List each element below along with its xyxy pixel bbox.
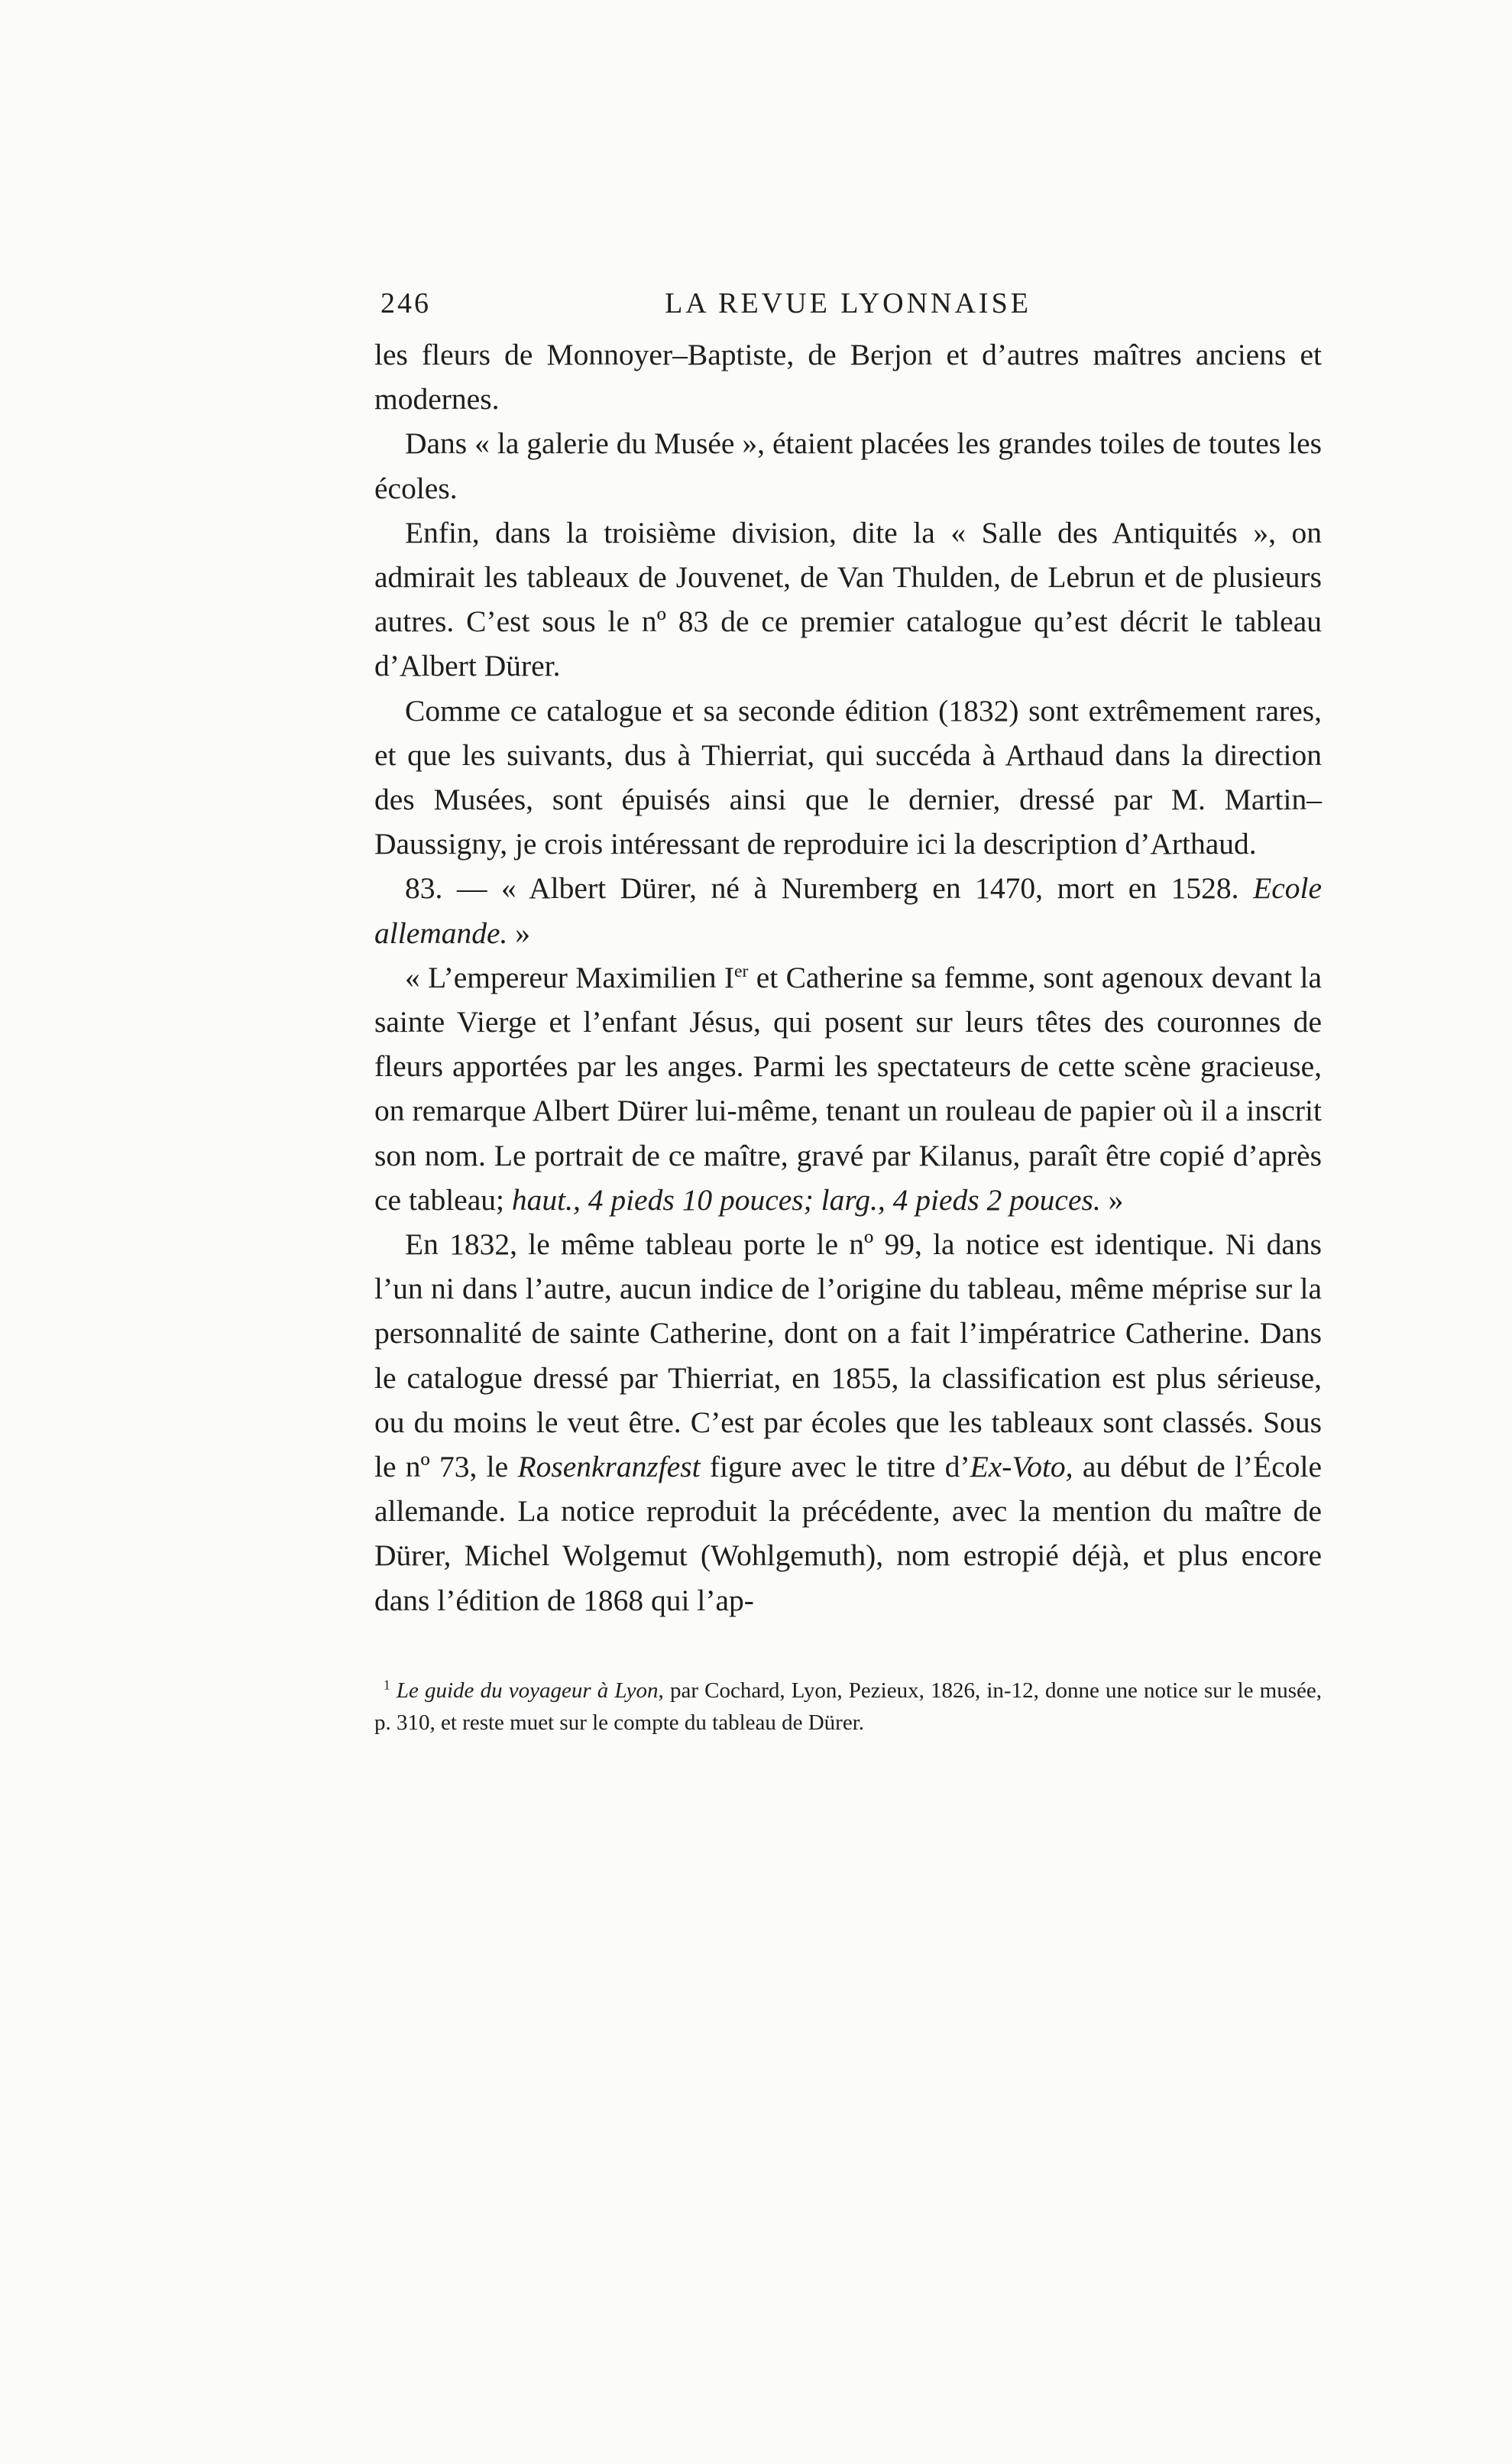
paragraph-6 — [374, 955, 1322, 1222]
footnote-marker: 1 — [384, 1677, 390, 1693]
running-title: LA REVUE LYONNAISE — [665, 287, 1031, 319]
body-text — [374, 332, 1322, 1623]
ex-voto-title: Ex-Voto, — [970, 1450, 1073, 1484]
paragraph-4: Comme ce catalogue et sa seconde édition (1832) sont extrêmement rares, et que les suivants, dus à Thierriat, qui succéda à Arthaud dans la direction des Musées, sont épuisés ainsi que le dernier, dressé par M. Martin–Daussigny, je crois intéressant de reproduire ici la description d’Arthaud. — [374, 693, 1322, 861]
catalogue-entry: 83. — « Albert Dürer, né à Nuremberg en 1470, mort en 1528. — [405, 871, 1239, 906]
paragraph-1: les fleurs de Monnoyer–Baptiste, de Berjon et d’autres maîtres anciens et modernes. — [374, 338, 1322, 417]
text-part: En 1832, le même tableau porte le nº 99, la notice est identique. Ni dans l’un ni dans l’autre, aucun indice de l’origine du tableau, même méprise sur la personnalité de sainte Catherine, dont on a fait l’impératrice Catherine. Dans le catalogue dressé par Thierriat, en 1855, la classification est plus sérieuse, ou du moins le veut être. C’est par écoles que les tableaux sont classés. Sous le nº 73, le — [374, 1227, 1322, 1484]
text-part: au début de l’École allemande. La notice reproduit la précédente, avec la mention du maître de Dürer, Michel Wolgemut (Wohlgemuth), nom estropié déjà, et plus encore dans l’édition de 1868 qui l’ap- — [374, 1450, 1322, 1617]
paragraph-5 — [374, 866, 1322, 955]
paragraph-2: Dans « la galerie du Musée », étaient placées les grandes toiles de toutes les écoles. — [374, 426, 1322, 505]
footnote-title: Le guide du voyageur à Lyon, — [396, 1678, 664, 1703]
closing-quote: » — [1100, 1182, 1124, 1217]
painting-title: Rosenkranzfest — [517, 1450, 701, 1484]
paragraph-7 — [374, 1222, 1322, 1623]
page-number: 246 — [380, 287, 431, 319]
quote-start: « L’empereur Maximilien I — [405, 960, 734, 994]
school-label: Ecole allemande. — [374, 871, 1323, 950]
superscript: er — [734, 961, 749, 981]
footnote-text: par Cochard, Lyon, Pezieux, 1826, in-12, donne une notice sur le musée, p. 310, et reste muet sur le compte du tableau de Dürer. — [374, 1678, 1323, 1735]
quote-body: et Catherine sa femme, sont agenoux devant la sainte Vierge et l’enfant Jésus, qui posent sur leurs têtes des couronnes de fleurs apportées par les anges. Parmi les spectateurs de cette scène gracieuse, on remarque Albert Dürer lui-même, tenant un rouleau de papier où il a inscrit son nom. Le portrait de ce maître, gravé par Kilanus, paraît être copié d’après ce tableau; — [374, 960, 1323, 1217]
page — [374, 287, 1322, 1739]
running-header — [374, 287, 1322, 332]
dimensions: haut., 4 pieds 10 pouces; larg., 4 pieds 2 pouces. — [511, 1182, 1101, 1217]
text-part: figure avec le titre d’ — [700, 1450, 970, 1484]
paragraph-3: Enfin, dans la troisième division, dite la « Salle des Antiquités », on admirait les tableaux de Jouvenet, de Van Thulden, de Lebrun et de plusieurs autres. C’est sous le nº 83 de ce premier catalogue qu’est décrit le tableau d’Albert Dürer. — [374, 515, 1322, 683]
footnote-1 — [374, 1675, 1322, 1739]
footnotes — [374, 1675, 1322, 1739]
closing-quote: » — [507, 916, 531, 950]
